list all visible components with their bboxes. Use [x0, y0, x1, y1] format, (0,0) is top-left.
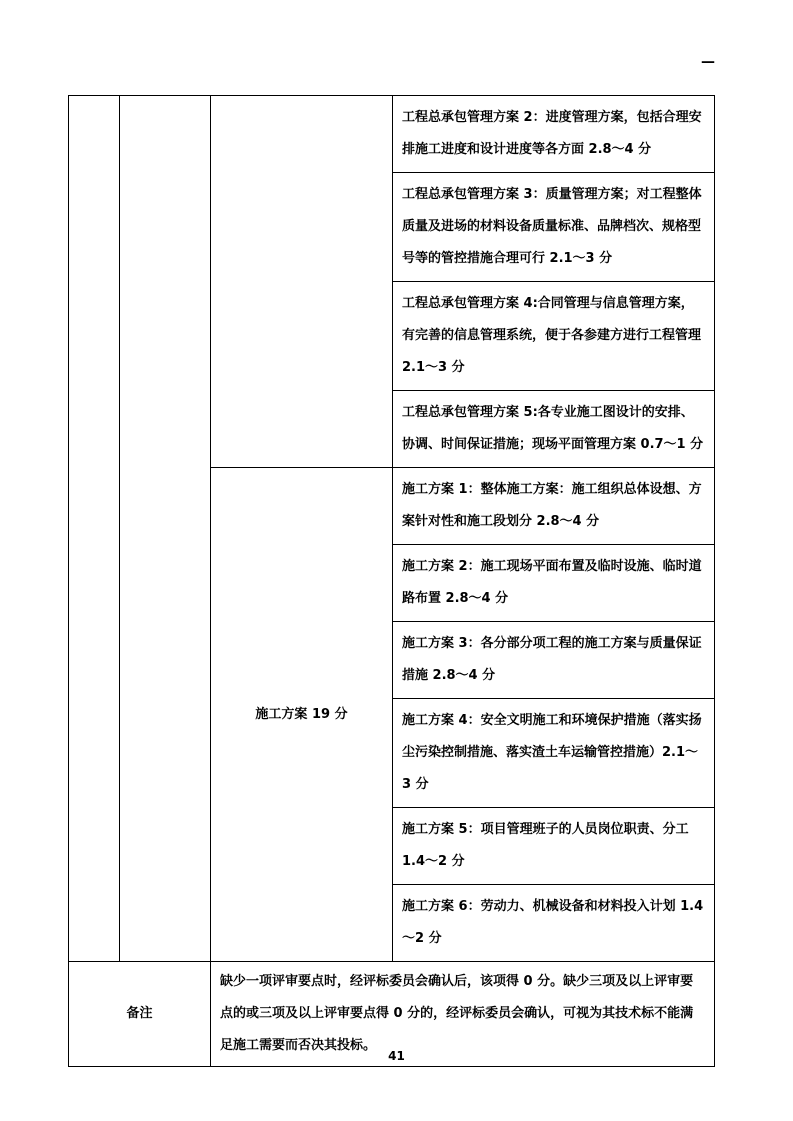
management-plan-label-cell: [211, 96, 393, 468]
page-header-mark: —: [701, 54, 715, 70]
construction-plan-item-3: 施工方案 3：各分部分项工程的施工方案与质量保证措施 2.8～4 分: [393, 622, 715, 699]
construction-plan-item-2: 施工方案 2：施工现场平面布置及临时设施、临时道路布置 2.8～4 分: [393, 545, 715, 622]
table-row: [69, 96, 715, 173]
index-column-cell: [69, 96, 120, 962]
category-column-cell: [120, 96, 211, 962]
management-plan-item-4: 工程总承包管理方案 4:合同管理与信息管理方案，有完善的信息管理系统，便于各参建方进行工程管理 2.1～3 分: [393, 282, 715, 391]
remarks-text: 缺少一项评审要点时，经评标委员会确认后，该项得 0 分。缺少三项及以上评审要点的或三项及以上评审要点得 0 分的，经评标委员会确认，可视为其技术标不能满足施工需要而否决其投标。: [211, 962, 715, 1067]
construction-plan-item-1: 施工方案 1：整体施工方案：施工组织总体设想、方案针对性和施工段划分 2.8～4 分: [393, 468, 715, 545]
construction-plan-item-4: 施工方案 4：安全文明施工和环境保护措施（落实扬尘污染控制措施、落实渣土车运输管控措施）2.1～3 分: [393, 699, 715, 808]
construction-plan-item-5: 施工方案 5：项目管理班子的人员岗位职责、分工 1.4～2 分: [393, 808, 715, 885]
construction-plan-label: 施工方案 19 分: [211, 468, 393, 962]
page-number: 41: [388, 1049, 405, 1063]
scoring-table: [68, 95, 715, 1067]
remarks-label: 备注: [69, 962, 211, 1067]
management-plan-item-2: 工程总承包管理方案 2：进度管理方案，包括合理安排施工进度和设计进度等各方面 2.8～4 分: [393, 96, 715, 173]
construction-plan-item-6: 施工方案 6：劳动力、机械设备和材料投入计划 1.4～2 分: [393, 885, 715, 962]
management-plan-item-3: 工程总承包管理方案 3：质量管理方案；对工程整体质量及进场的材料设备质量标准、品牌档次、规格型号等的管控措施合理可行 2.1～3 分: [393, 173, 715, 282]
management-plan-item-5: 工程总承包管理方案 5:各专业施工图设计的安排、协调、时间保证措施；现场平面管理方案 0.7～1 分: [393, 391, 715, 468]
